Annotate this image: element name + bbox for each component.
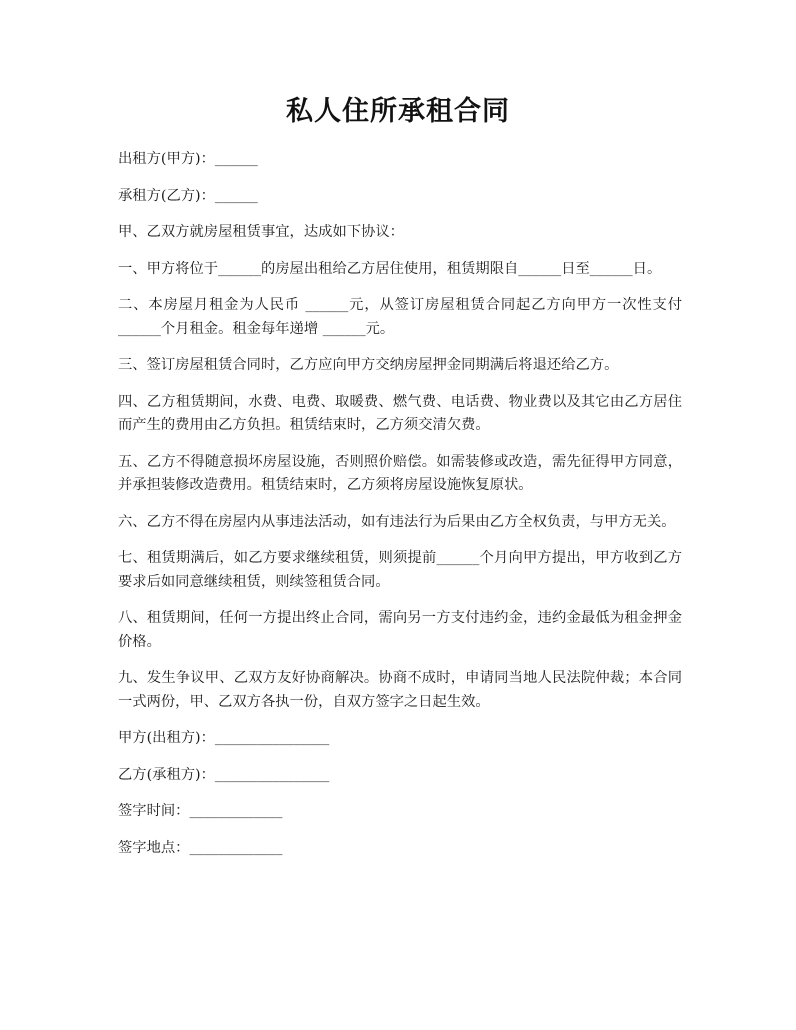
signing-date-line: 签字时间：_____________ (118, 803, 283, 819)
clause-1: 一、甲方将位于______的房屋出租给乙方居住使用，租赁期限自______日至______日。 (118, 260, 662, 277)
clause-2: 二、本房屋月租金为人民币 ______元，从签订房屋租赁合同起乙方向甲方一次性支付 ______个月租金。租金每年递增 ______元。 (118, 297, 682, 337)
clause-6: 六、乙方不得在房屋内从事违法活动，如有违法行为后果由乙方全权负责，与甲方无关。 (118, 513, 676, 530)
lessor-signature-line: 甲方(出租方)：________________ (118, 730, 330, 746)
document-title: 私人住所承租合同 (286, 96, 510, 127)
clause-3: 三、签订房屋租赁合同时，乙方应向甲方交纳房屋押金同期满后将退还给乙方。 (118, 357, 619, 373)
agreement-intro: 甲、乙双方就房屋租赁事宜，达成如下协议： (118, 224, 404, 240)
clause-5: 五、乙方不得随意损坏房屋设施，否则照价赔偿。如需装修或改造，需先征得甲方同意，并承担装修改造费用。租赁结束时，乙方须将房屋设施恢复原状。 (118, 453, 682, 493)
clause-9: 九、发生争议甲、乙双方友好协商解决。协商不成时，申请同当地人民法院仲裁；本合同一式两份，甲、乙双方各执一份，自双方签字之日起生效。 (118, 670, 682, 710)
lessor-line: 出租方(甲方)：______ (118, 151, 258, 167)
clause-8: 八、租赁期间，任何一方提出终止合同，需向另一方支付违约金，违约金最低为租金押金价格。 (118, 610, 682, 650)
clause-7: 七、租赁期满后，如乙方要求继续租赁，则须提前______个月向甲方提出，甲方收到乙方要求后如同意继续租赁，则续签租赁合同。 (118, 550, 682, 590)
document-body (118, 148, 682, 873)
lessee-line: 承租方(乙方)：______ (118, 187, 258, 204)
lessee-signature-line: 乙方(承租方)：________________ (118, 766, 330, 783)
clause-4: 四、乙方租赁期间，水费、电费、取暖费、燃气费、电话费、物业费以及其它由乙方居住而产生的费用由乙方负担。租赁结束时，乙方须交清欠费。 (118, 393, 682, 433)
signing-place-line: 签字地点：_____________ (118, 839, 283, 856)
